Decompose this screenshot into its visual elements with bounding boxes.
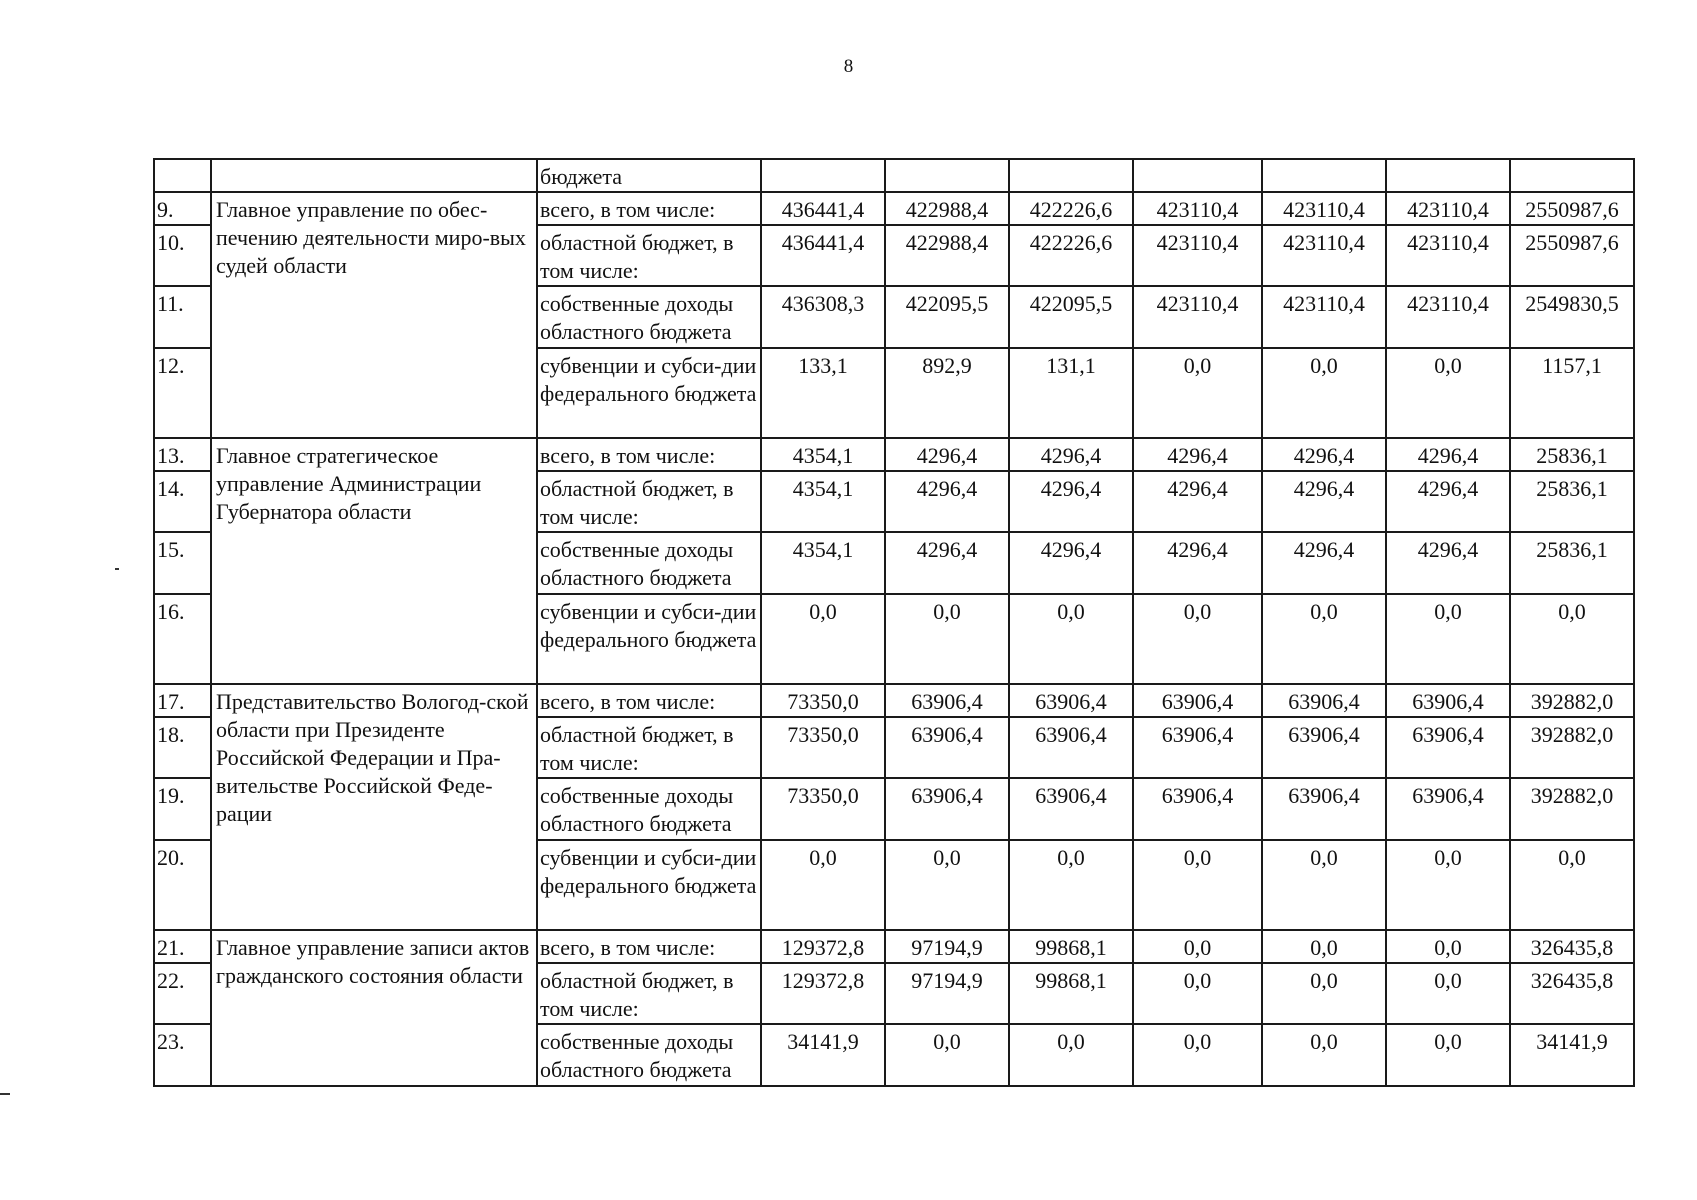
year-value-cell: 4296,4: [1262, 438, 1386, 471]
row-number-cell: 11.: [154, 286, 211, 348]
row-type-cell: субвенции и субси-дии федерального бюджета: [537, 594, 761, 684]
year-value-cell: 129372,8: [761, 963, 885, 1024]
total-value-cell: 1157,1: [1510, 348, 1634, 438]
year-value-cell: 4296,4: [1386, 532, 1510, 594]
year-value-cell: 423110,4: [1262, 225, 1386, 286]
year-value-cell: 4296,4: [885, 532, 1009, 594]
row-type-cell: областной бюджет, в том числе:: [537, 225, 761, 286]
year-value-cell: 0,0: [1262, 840, 1386, 930]
year-value-cell: 422095,5: [885, 286, 1009, 348]
scan-mark: [0, 1093, 10, 1095]
row-number-cell: 22.: [154, 963, 211, 1024]
year-value-cell: 0,0: [1386, 348, 1510, 438]
year-value-cell: 423110,4: [1262, 192, 1386, 225]
year-value-cell: 4296,4: [1386, 438, 1510, 471]
empty-cell: [885, 159, 1009, 192]
year-value-cell: 0,0: [1262, 594, 1386, 684]
year-value-cell: 4296,4: [1133, 438, 1262, 471]
year-value-cell: 4296,4: [1262, 532, 1386, 594]
year-value-cell: 422988,4: [885, 225, 1009, 286]
total-value-cell: 326435,8: [1510, 963, 1634, 1024]
total-value-cell: 25836,1: [1510, 532, 1634, 594]
year-value-cell: 892,9: [885, 348, 1009, 438]
year-value-cell: 4296,4: [1386, 471, 1510, 532]
year-value-cell: 422095,5: [1009, 286, 1133, 348]
organization-name-cell: Главное управление записи актов гражданского состояния области: [211, 930, 537, 1086]
row-number-cell: 19.: [154, 778, 211, 840]
organization-name-cell: Главное управление по обес-печению деятельности миро-вых судей области: [211, 192, 537, 438]
year-value-cell: 63906,4: [1262, 684, 1386, 717]
year-value-cell: 4354,1: [761, 438, 885, 471]
year-value-cell: 63906,4: [1133, 684, 1262, 717]
year-value-cell: 63906,4: [1133, 778, 1262, 840]
year-value-cell: 4296,4: [1133, 532, 1262, 594]
year-value-cell: 63906,4: [1386, 684, 1510, 717]
year-value-cell: 129372,8: [761, 930, 885, 963]
year-value-cell: 0,0: [885, 594, 1009, 684]
year-value-cell: 63906,4: [1009, 717, 1133, 778]
table-row: [154, 930, 1634, 963]
row-number-cell: 23.: [154, 1024, 211, 1086]
year-value-cell: 423110,4: [1262, 286, 1386, 348]
year-value-cell: 0,0: [1262, 930, 1386, 963]
row-number-cell: 9.: [154, 192, 211, 225]
organization-name-cell: Главное стратегическое управление Администрации Губернатора области: [211, 438, 537, 684]
row-type-cell: собственные доходы областного бюджета: [537, 778, 761, 840]
year-value-cell: 0,0: [885, 1024, 1009, 1086]
row-type-cell: собственные доходы областного бюджета: [537, 1024, 761, 1086]
year-value-cell: 63906,4: [1386, 778, 1510, 840]
total-value-cell: 25836,1: [1510, 438, 1634, 471]
row-number-cell: 16.: [154, 594, 211, 684]
total-value-cell: 0,0: [1510, 840, 1634, 930]
year-value-cell: 0,0: [1133, 348, 1262, 438]
row-type-cell: субвенции и субси-дии федерального бюджета: [537, 348, 761, 438]
year-value-cell: 63906,4: [1009, 778, 1133, 840]
year-value-cell: 63906,4: [885, 684, 1009, 717]
total-value-cell: 326435,8: [1510, 930, 1634, 963]
row-type-cell: всего, в том числе:: [537, 684, 761, 717]
year-value-cell: 0,0: [1133, 840, 1262, 930]
total-value-cell: 34141,9: [1510, 1024, 1634, 1086]
row-number-cell: 10.: [154, 225, 211, 286]
empty-cell: [761, 159, 885, 192]
year-value-cell: 0,0: [1009, 840, 1133, 930]
year-value-cell: 4296,4: [1009, 532, 1133, 594]
year-value-cell: 99868,1: [1009, 963, 1133, 1024]
year-value-cell: 99868,1: [1009, 930, 1133, 963]
organization-name-cell: Представительство Вологод-ской области при Президенте Российской Федерации и Пра-вительстве Российской Феде-рации: [211, 684, 537, 930]
year-value-cell: 0,0: [761, 840, 885, 930]
table-body: [154, 159, 1634, 1086]
row-type-cell: областной бюджет, в том числе:: [537, 717, 761, 778]
total-value-cell: 0,0: [1510, 594, 1634, 684]
row-number-cell: 15.: [154, 532, 211, 594]
year-value-cell: 97194,9: [885, 930, 1009, 963]
year-value-cell: 422226,6: [1009, 192, 1133, 225]
row-type-cell: бюджета: [537, 159, 761, 192]
year-value-cell: 4354,1: [761, 532, 885, 594]
year-value-cell: 436308,3: [761, 286, 885, 348]
year-value-cell: 133,1: [761, 348, 885, 438]
year-value-cell: 0,0: [761, 594, 885, 684]
row-number-cell: 14.: [154, 471, 211, 532]
year-value-cell: 63906,4: [885, 778, 1009, 840]
year-value-cell: 4296,4: [1262, 471, 1386, 532]
year-value-cell: 0,0: [1133, 930, 1262, 963]
row-type-cell: всего, в том числе:: [537, 930, 761, 963]
total-value-cell: 2550987,6: [1510, 225, 1634, 286]
total-value-cell: 392882,0: [1510, 684, 1634, 717]
year-value-cell: 422988,4: [885, 192, 1009, 225]
year-value-cell: 423110,4: [1386, 286, 1510, 348]
year-value-cell: 423110,4: [1133, 192, 1262, 225]
year-value-cell: 0,0: [1009, 1024, 1133, 1086]
budget-table: [153, 158, 1635, 1087]
table-row: [154, 192, 1634, 225]
year-value-cell: 0,0: [1262, 963, 1386, 1024]
year-value-cell: 0,0: [1386, 840, 1510, 930]
year-value-cell: 63906,4: [1262, 778, 1386, 840]
year-value-cell: 0,0: [1009, 594, 1133, 684]
row-number-cell: 17.: [154, 684, 211, 717]
table-row: [154, 438, 1634, 471]
year-value-cell: 0,0: [1386, 930, 1510, 963]
row-type-cell: областной бюджет, в том числе:: [537, 963, 761, 1024]
year-value-cell: 4296,4: [885, 471, 1009, 532]
total-value-cell: 392882,0: [1510, 717, 1634, 778]
row-number-cell: 18.: [154, 717, 211, 778]
row-type-cell: субвенции и субси-дии федерального бюджета: [537, 840, 761, 930]
year-value-cell: 0,0: [1386, 594, 1510, 684]
year-value-cell: 0,0: [1262, 348, 1386, 438]
year-value-cell: 73350,0: [761, 684, 885, 717]
empty-cell: [154, 159, 211, 192]
row-type-cell: собственные доходы областного бюджета: [537, 532, 761, 594]
row-number-cell: 12.: [154, 348, 211, 438]
year-value-cell: 4296,4: [885, 438, 1009, 471]
year-value-cell: 63906,4: [1009, 684, 1133, 717]
year-value-cell: 0,0: [1386, 963, 1510, 1024]
year-value-cell: 97194,9: [885, 963, 1009, 1024]
year-value-cell: 73350,0: [761, 778, 885, 840]
year-value-cell: 131,1: [1009, 348, 1133, 438]
year-value-cell: 423110,4: [1386, 192, 1510, 225]
empty-cell: [1133, 159, 1262, 192]
empty-cell: [211, 159, 537, 192]
empty-cell: [1386, 159, 1510, 192]
row-number-cell: 13.: [154, 438, 211, 471]
table-row: [154, 684, 1634, 717]
year-value-cell: 63906,4: [1133, 717, 1262, 778]
year-value-cell: 422226,6: [1009, 225, 1133, 286]
total-value-cell: 392882,0: [1510, 778, 1634, 840]
row-type-cell: всего, в том числе:: [537, 192, 761, 225]
year-value-cell: 0,0: [1386, 1024, 1510, 1086]
year-value-cell: 34141,9: [761, 1024, 885, 1086]
year-value-cell: 0,0: [885, 840, 1009, 930]
page-number: 8: [843, 56, 854, 77]
total-value-cell: 2549830,5: [1510, 286, 1634, 348]
year-value-cell: 4354,1: [761, 471, 885, 532]
year-value-cell: 4296,4: [1009, 438, 1133, 471]
row-number-cell: 20.: [154, 840, 211, 930]
year-value-cell: 4296,4: [1009, 471, 1133, 532]
year-value-cell: 0,0: [1133, 963, 1262, 1024]
year-value-cell: 0,0: [1133, 594, 1262, 684]
year-value-cell: 4296,4: [1133, 471, 1262, 532]
row-type-cell: областной бюджет, в том числе:: [537, 471, 761, 532]
year-value-cell: 436441,4: [761, 192, 885, 225]
total-value-cell: 2550987,6: [1510, 192, 1634, 225]
empty-cell: [1009, 159, 1133, 192]
year-value-cell: 0,0: [1262, 1024, 1386, 1086]
year-value-cell: 63906,4: [1262, 717, 1386, 778]
year-value-cell: 423110,4: [1386, 225, 1510, 286]
year-value-cell: 436441,4: [761, 225, 885, 286]
scan-mark: [115, 568, 119, 570]
year-value-cell: 63906,4: [885, 717, 1009, 778]
row-type-cell: собственные доходы областного бюджета: [537, 286, 761, 348]
empty-cell: [1510, 159, 1634, 192]
empty-cell: [1262, 159, 1386, 192]
year-value-cell: 0,0: [1133, 1024, 1262, 1086]
year-value-cell: 423110,4: [1133, 286, 1262, 348]
year-value-cell: 63906,4: [1386, 717, 1510, 778]
year-value-cell: 423110,4: [1133, 225, 1262, 286]
table-row: [154, 159, 1634, 192]
year-value-cell: 73350,0: [761, 717, 885, 778]
row-type-cell: всего, в том числе:: [537, 438, 761, 471]
total-value-cell: 25836,1: [1510, 471, 1634, 532]
row-number-cell: 21.: [154, 930, 211, 963]
